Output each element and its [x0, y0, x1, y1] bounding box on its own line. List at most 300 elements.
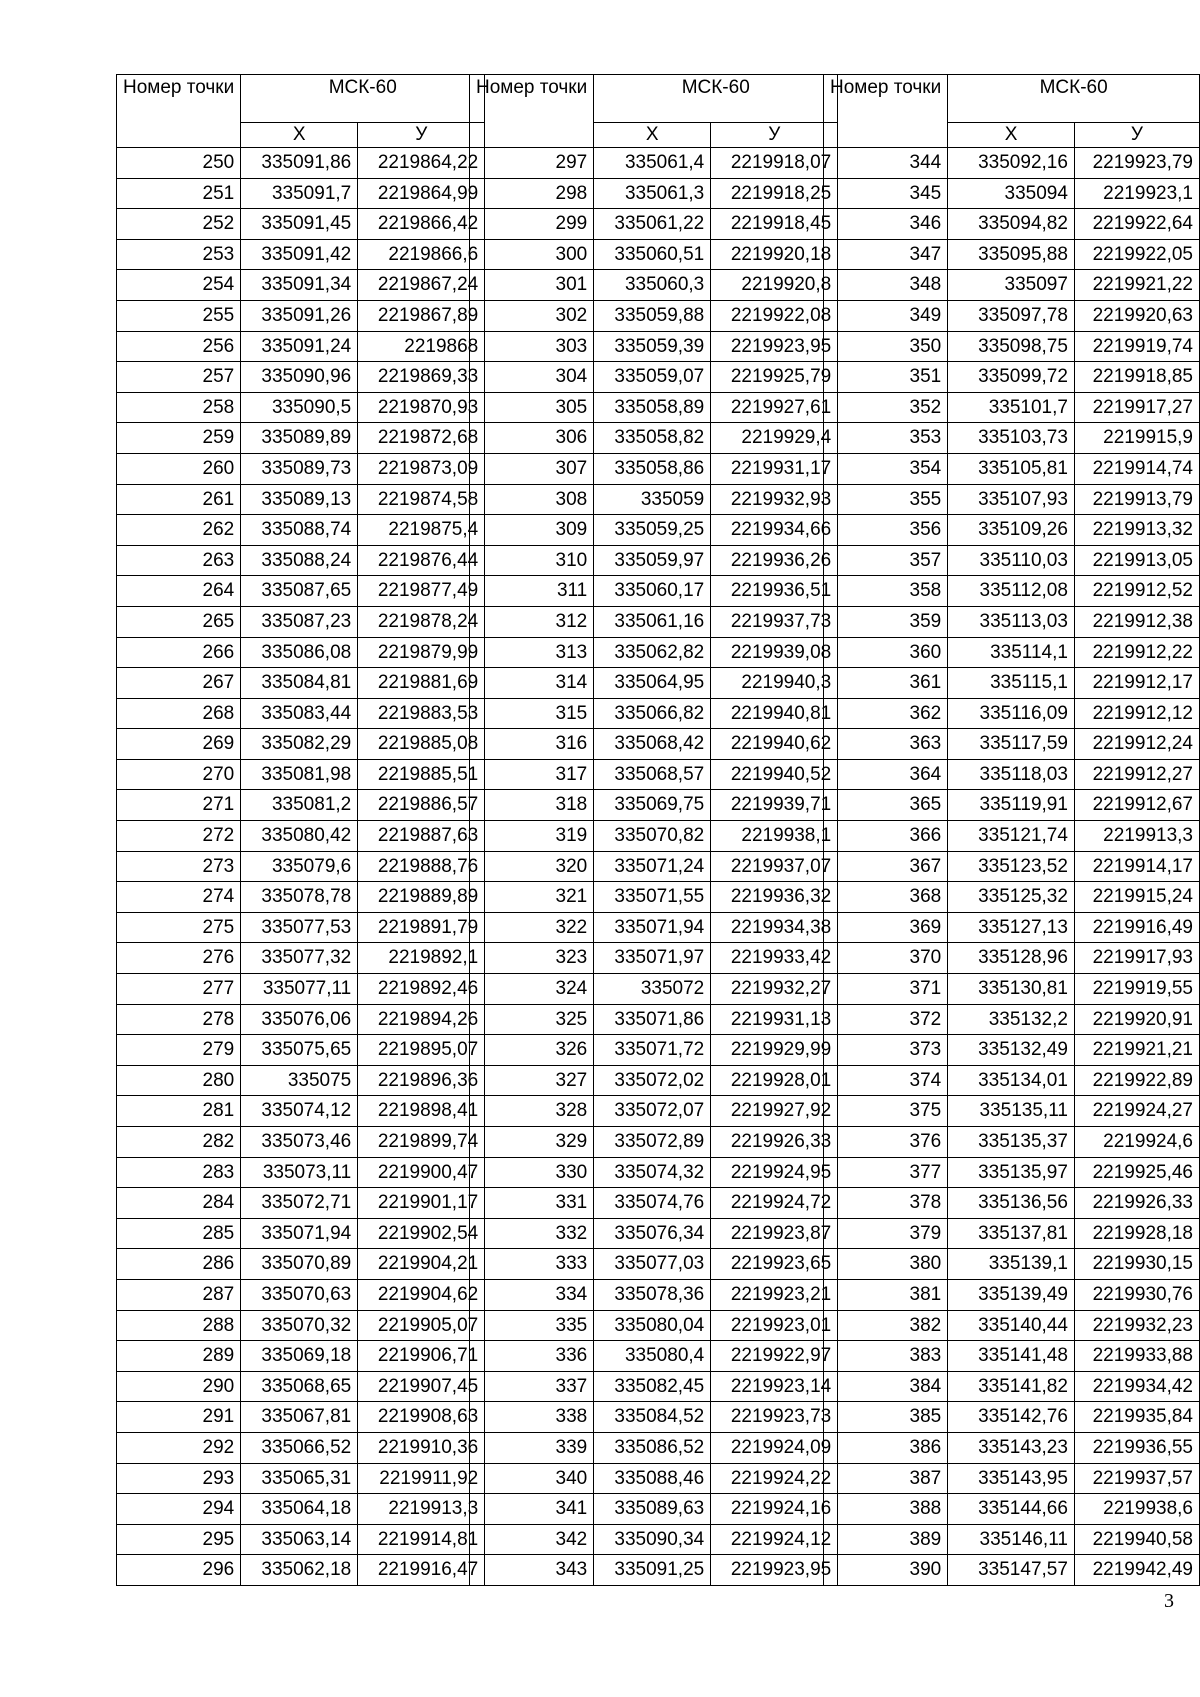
x-coordinate-cell: 335094: [948, 178, 1075, 209]
table-row: [117, 300, 485, 331]
x-coordinate-cell: 335091,24: [241, 331, 358, 362]
x-coordinate-cell: 335088,46: [594, 1463, 711, 1494]
point-number-cell: 335: [470, 1310, 594, 1341]
y-coordinate-cell: 2219923,95: [711, 1555, 838, 1586]
table-row: [470, 331, 838, 362]
table-row: [117, 484, 485, 515]
x-coordinate-cell: 335077,11: [241, 974, 358, 1005]
y-coordinate-cell: 2219923,1: [1074, 178, 1199, 209]
table-row: [824, 1249, 1200, 1280]
y-coordinate-cell: 2219908,63: [358, 1402, 485, 1433]
table-row: [117, 423, 485, 454]
point-number-cell: 269: [117, 729, 241, 760]
x-coordinate-cell: 335068,57: [594, 759, 711, 790]
y-coordinate-cell: 2219918,07: [711, 148, 838, 179]
table-row: [470, 1249, 838, 1280]
x-coordinate-cell: 335107,93: [948, 484, 1075, 515]
y-coordinate-cell: 2219885,51: [358, 759, 485, 790]
x-coordinate-cell: 335135,97: [948, 1157, 1075, 1188]
y-coordinate-cell: 2219936,55: [1074, 1432, 1199, 1463]
x-coordinate-cell: 335077,53: [241, 912, 358, 943]
table-row: [824, 1035, 1200, 1066]
point-number-cell: 383: [824, 1341, 948, 1372]
table-row: [824, 1555, 1200, 1586]
y-coordinate-cell: 2219916,47: [358, 1555, 485, 1586]
y-coordinate-cell: 2219914,17: [1074, 851, 1199, 882]
table-row: [470, 759, 838, 790]
table-row: [117, 1310, 485, 1341]
point-number-cell: 338: [470, 1402, 594, 1433]
table-row: [470, 576, 838, 607]
x-coordinate-cell: 335091,86: [241, 148, 358, 179]
table-row: [117, 1463, 485, 1494]
table-row: [824, 1004, 1200, 1035]
point-number-cell: 378: [824, 1188, 948, 1219]
point-number-cell: 389: [824, 1524, 948, 1555]
y-coordinate-cell: 2219939,71: [711, 790, 838, 821]
y-coordinate-cell: 2219899,74: [358, 1127, 485, 1158]
x-coordinate-cell: 335071,24: [594, 851, 711, 882]
point-number-cell: 376: [824, 1127, 948, 1158]
table-row: [117, 331, 485, 362]
x-column-header: Х: [594, 123, 711, 148]
table-row: [470, 453, 838, 484]
point-number-header: Номер точки: [824, 75, 948, 148]
point-number-cell: 361: [824, 668, 948, 699]
y-coordinate-cell: 2219936,26: [711, 545, 838, 576]
y-coordinate-cell: 2219924,6: [1074, 1127, 1199, 1158]
table-row: [117, 1371, 485, 1402]
table-row: [824, 974, 1200, 1005]
point-number-cell: 351: [824, 362, 948, 393]
x-coordinate-cell: 335094,82: [948, 209, 1075, 240]
table-row: [117, 698, 485, 729]
table-row: [470, 1402, 838, 1433]
table-row: [470, 974, 838, 1005]
table-row: [824, 239, 1200, 270]
y-coordinate-cell: 2219924,22: [711, 1463, 838, 1494]
table-row: [470, 912, 838, 943]
x-coordinate-cell: 335110,03: [948, 545, 1075, 576]
point-number-cell: 314: [470, 668, 594, 699]
x-coordinate-cell: 335091,7: [241, 178, 358, 209]
y-coordinate-cell: 2219911,92: [358, 1463, 485, 1494]
point-number-cell: 373: [824, 1035, 948, 1066]
y-coordinate-cell: 2219892,1: [358, 943, 485, 974]
y-coordinate-cell: 2219912,27: [1074, 759, 1199, 790]
y-coordinate-cell: 2219923,01: [711, 1310, 838, 1341]
point-number-cell: 306: [470, 423, 594, 454]
y-coordinate-cell: 2219934,42: [1074, 1371, 1199, 1402]
x-coordinate-cell: 335080,4: [594, 1341, 711, 1372]
y-coordinate-cell: 2219925,46: [1074, 1157, 1199, 1188]
point-number-cell: 263: [117, 545, 241, 576]
x-coordinate-cell: 335072,02: [594, 1065, 711, 1096]
table-row: [117, 1218, 485, 1249]
y-coordinate-cell: 2219919,55: [1074, 974, 1199, 1005]
table-row: [470, 821, 838, 852]
y-coordinate-cell: 2219928,18: [1074, 1218, 1199, 1249]
y-coordinate-cell: 2219925,79: [711, 362, 838, 393]
table-row: [117, 974, 485, 1005]
y-coordinate-cell: 2219916,49: [1074, 912, 1199, 943]
table-row: [117, 1004, 485, 1035]
y-coordinate-cell: 2219898,41: [358, 1096, 485, 1127]
point-number-cell: 385: [824, 1402, 948, 1433]
y-coordinate-cell: 2219913,32: [1074, 515, 1199, 546]
x-coordinate-cell: 335080,42: [241, 821, 358, 852]
y-coordinate-cell: 2219922,08: [711, 300, 838, 331]
y-coordinate-cell: 2219874,58: [358, 484, 485, 515]
table-row: [117, 1402, 485, 1433]
x-coordinate-cell: 335141,82: [948, 1371, 1075, 1402]
table-row: [470, 851, 838, 882]
x-coordinate-cell: 335130,81: [948, 974, 1075, 1005]
table-row: [470, 698, 838, 729]
point-number-cell: 256: [117, 331, 241, 362]
table-row: [824, 1096, 1200, 1127]
point-number-cell: 353: [824, 423, 948, 454]
x-coordinate-cell: 335095,88: [948, 239, 1075, 270]
coordinate-system-header: МСК-60: [948, 75, 1200, 123]
table-row: [117, 759, 485, 790]
y-coordinate-cell: 2219923,87: [711, 1218, 838, 1249]
table-row: [470, 1279, 838, 1310]
table-row: [470, 239, 838, 270]
point-number-cell: 253: [117, 239, 241, 270]
x-coordinate-cell: 335077,03: [594, 1249, 711, 1280]
y-coordinate-cell: 2219921,22: [1074, 270, 1199, 301]
table-row: [470, 1127, 838, 1158]
point-number-cell: 357: [824, 545, 948, 576]
table-row: [470, 1555, 838, 1586]
point-number-cell: 304: [470, 362, 594, 393]
y-coordinate-cell: 2219934,66: [711, 515, 838, 546]
point-number-cell: 287: [117, 1279, 241, 1310]
x-coordinate-cell: 335061,4: [594, 148, 711, 179]
table-row: [470, 1035, 838, 1066]
x-coordinate-cell: 335075: [241, 1065, 358, 1096]
table-row: [470, 943, 838, 974]
point-number-cell: 319: [470, 821, 594, 852]
point-number-cell: 259: [117, 423, 241, 454]
table-row: [117, 1127, 485, 1158]
y-coordinate-cell: 2219867,24: [358, 270, 485, 301]
point-number-cell: 370: [824, 943, 948, 974]
x-coordinate-cell: 335103,73: [948, 423, 1075, 454]
point-number-cell: 299: [470, 209, 594, 240]
x-coordinate-cell: 335077,32: [241, 943, 358, 974]
table-row: [117, 729, 485, 760]
table-row: [117, 270, 485, 301]
point-number-cell: 298: [470, 178, 594, 209]
x-coordinate-cell: 335097,78: [948, 300, 1075, 331]
x-coordinate-cell: 335062,18: [241, 1555, 358, 1586]
x-coordinate-cell: 335090,34: [594, 1524, 711, 1555]
point-number-cell: 303: [470, 331, 594, 362]
y-coordinate-cell: 2219923,65: [711, 1249, 838, 1280]
table-row: [117, 1494, 485, 1525]
table-row: [824, 1127, 1200, 1158]
x-coordinate-cell: 335064,18: [241, 1494, 358, 1525]
y-coordinate-cell: 2219937,73: [711, 606, 838, 637]
x-coordinate-cell: 335116,09: [948, 698, 1075, 729]
y-coordinate-cell: 2219938,1: [711, 821, 838, 852]
y-coordinate-cell: 2219877,49: [358, 576, 485, 607]
point-number-cell: 293: [117, 1463, 241, 1494]
y-coordinate-cell: 2219896,36: [358, 1065, 485, 1096]
table-row: [824, 790, 1200, 821]
table-row: [824, 209, 1200, 240]
table-row: [117, 1188, 485, 1219]
x-coordinate-cell: 335073,46: [241, 1127, 358, 1158]
table-row: [824, 606, 1200, 637]
y-coordinate-cell: 2219923,95: [711, 331, 838, 362]
point-number-cell: 271: [117, 790, 241, 821]
y-coordinate-cell: 2219910,36: [358, 1432, 485, 1463]
y-coordinate-cell: 2219864,99: [358, 178, 485, 209]
point-number-cell: 331: [470, 1188, 594, 1219]
y-coordinate-cell: 2219864,22: [358, 148, 485, 179]
table-row: [117, 392, 485, 423]
table-row: [470, 1218, 838, 1249]
point-number-cell: 284: [117, 1188, 241, 1219]
point-number-cell: 261: [117, 484, 241, 515]
y-coordinate-cell: 2219933,42: [711, 943, 838, 974]
y-coordinate-cell: 2219876,44: [358, 545, 485, 576]
x-coordinate-cell: 335070,32: [241, 1310, 358, 1341]
point-number-cell: 329: [470, 1127, 594, 1158]
table-row: [824, 484, 1200, 515]
x-coordinate-cell: 335059,25: [594, 515, 711, 546]
x-coordinate-cell: 335058,86: [594, 453, 711, 484]
point-number-cell: 372: [824, 1004, 948, 1035]
y-coordinate-cell: 2219901,17: [358, 1188, 485, 1219]
point-number-cell: 300: [470, 239, 594, 270]
table-row: [824, 515, 1200, 546]
point-number-cell: 321: [470, 882, 594, 913]
y-coordinate-cell: 2219885,08: [358, 729, 485, 760]
x-coordinate-cell: 335076,06: [241, 1004, 358, 1035]
x-coordinate-cell: 335074,76: [594, 1188, 711, 1219]
x-coordinate-cell: 335067,81: [241, 1402, 358, 1433]
point-number-cell: 364: [824, 759, 948, 790]
x-coordinate-cell: 335082,29: [241, 729, 358, 760]
table-row: [470, 1494, 838, 1525]
x-coordinate-cell: 335066,82: [594, 698, 711, 729]
x-coordinate-cell: 335090,96: [241, 362, 358, 393]
point-number-cell: 274: [117, 882, 241, 913]
point-number-cell: 365: [824, 790, 948, 821]
table-row: [117, 1249, 485, 1280]
y-coordinate-cell: 2219913,05: [1074, 545, 1199, 576]
page-number: 3: [1164, 1590, 1174, 1612]
table-row: [824, 1524, 1200, 1555]
x-coordinate-cell: 335058,89: [594, 392, 711, 423]
y-coordinate-cell: 2219872,68: [358, 423, 485, 454]
table-row: [470, 423, 838, 454]
y-coordinate-cell: 2219920,63: [1074, 300, 1199, 331]
point-number-cell: 355: [824, 484, 948, 515]
point-number-cell: 348: [824, 270, 948, 301]
x-coordinate-cell: 335074,32: [594, 1157, 711, 1188]
table-row: [824, 362, 1200, 393]
y-coordinate-cell: 2219937,57: [1074, 1463, 1199, 1494]
table-row: [470, 1371, 838, 1402]
point-number-cell: 322: [470, 912, 594, 943]
y-coordinate-cell: 2219932,27: [711, 974, 838, 1005]
point-number-cell: 290: [117, 1371, 241, 1402]
point-number-cell: 350: [824, 331, 948, 362]
point-number-cell: 318: [470, 790, 594, 821]
x-coordinate-cell: 335089,13: [241, 484, 358, 515]
point-number-cell: 265: [117, 606, 241, 637]
point-number-cell: 285: [117, 1218, 241, 1249]
x-coordinate-cell: 335082,45: [594, 1371, 711, 1402]
table-row: [824, 1279, 1200, 1310]
y-coordinate-cell: 2219928,01: [711, 1065, 838, 1096]
x-coordinate-cell: 335061,22: [594, 209, 711, 240]
point-number-cell: 251: [117, 178, 241, 209]
y-coordinate-cell: 2219895,07: [358, 1035, 485, 1066]
x-coordinate-cell: 335134,01: [948, 1065, 1075, 1096]
point-number-cell: 283: [117, 1157, 241, 1188]
table-row: [470, 1004, 838, 1035]
table-row: [470, 484, 838, 515]
x-coordinate-cell: 335076,34: [594, 1218, 711, 1249]
point-number-cell: 377: [824, 1157, 948, 1188]
point-number-cell: 375: [824, 1096, 948, 1127]
table-row: [824, 545, 1200, 576]
y-coordinate-cell: 2219906,71: [358, 1341, 485, 1372]
y-coordinate-cell: 2219923,14: [711, 1371, 838, 1402]
table-row: [117, 1432, 485, 1463]
x-coordinate-cell: 335132,49: [948, 1035, 1075, 1066]
x-coordinate-cell: 335078,78: [241, 882, 358, 913]
x-coordinate-cell: 335119,91: [948, 790, 1075, 821]
point-number-cell: 250: [117, 148, 241, 179]
y-coordinate-cell: 2219878,24: [358, 606, 485, 637]
point-number-cell: 311: [470, 576, 594, 607]
table-row: [470, 1188, 838, 1219]
point-number-cell: 307: [470, 453, 594, 484]
point-number-cell: 352: [824, 392, 948, 423]
table-row: [117, 362, 485, 393]
x-coordinate-cell: 335117,59: [948, 729, 1075, 760]
table-row: [824, 1494, 1200, 1525]
x-coordinate-cell: 335142,76: [948, 1402, 1075, 1433]
x-coordinate-cell: 335098,75: [948, 331, 1075, 362]
y-coordinate-cell: 2219913,3: [358, 1494, 485, 1525]
point-number-cell: 312: [470, 606, 594, 637]
table-row: [824, 698, 1200, 729]
x-coordinate-cell: 335144,66: [948, 1494, 1075, 1525]
table-row: [470, 1463, 838, 1494]
y-coordinate-cell: 2219926,33: [1074, 1188, 1199, 1219]
table-row: [824, 392, 1200, 423]
point-number-cell: 369: [824, 912, 948, 943]
x-coordinate-cell: 335070,89: [241, 1249, 358, 1280]
y-coordinate-cell: 2219891,79: [358, 912, 485, 943]
point-number-cell: 366: [824, 821, 948, 852]
table-row: [824, 668, 1200, 699]
point-number-cell: 288: [117, 1310, 241, 1341]
y-coordinate-cell: 2219875,4: [358, 515, 485, 546]
point-number-cell: 326: [470, 1035, 594, 1066]
y-column-header: У: [1074, 123, 1199, 148]
table-row: [824, 300, 1200, 331]
point-number-cell: 333: [470, 1249, 594, 1280]
y-coordinate-cell: 2219922,64: [1074, 209, 1199, 240]
y-coordinate-cell: 2219920,91: [1074, 1004, 1199, 1035]
y-coordinate-cell: 2219924,12: [711, 1524, 838, 1555]
y-coordinate-cell: 2219939,08: [711, 637, 838, 668]
x-coordinate-cell: 335081,2: [241, 790, 358, 821]
y-coordinate-cell: 2219924,09: [711, 1432, 838, 1463]
y-coordinate-cell: 2219866,6: [358, 239, 485, 270]
table-row: [470, 515, 838, 546]
point-number-cell: 278: [117, 1004, 241, 1035]
point-number-cell: 262: [117, 515, 241, 546]
point-number-cell: 320: [470, 851, 594, 882]
y-coordinate-cell: 2219929,99: [711, 1035, 838, 1066]
x-coordinate-cell: 335109,26: [948, 515, 1075, 546]
x-coordinate-cell: 335069,75: [594, 790, 711, 821]
table-row: [117, 912, 485, 943]
x-coordinate-cell: 335081,98: [241, 759, 358, 790]
x-coordinate-cell: 335101,7: [948, 392, 1075, 423]
x-coordinate-cell: 335086,08: [241, 637, 358, 668]
point-number-cell: 252: [117, 209, 241, 240]
point-number-cell: 279: [117, 1035, 241, 1066]
x-coordinate-cell: 335118,03: [948, 759, 1075, 790]
point-number-cell: 280: [117, 1065, 241, 1096]
y-coordinate-cell: 2219924,72: [711, 1188, 838, 1219]
x-coordinate-cell: 335088,24: [241, 545, 358, 576]
point-number-cell: 258: [117, 392, 241, 423]
table-row: [470, 1341, 838, 1372]
point-number-cell: 254: [117, 270, 241, 301]
point-number-cell: 276: [117, 943, 241, 974]
point-number-cell: 273: [117, 851, 241, 882]
y-coordinate-cell: 2219904,21: [358, 1249, 485, 1280]
y-coordinate-cell: 2219935,84: [1074, 1402, 1199, 1433]
point-number-cell: 317: [470, 759, 594, 790]
y-coordinate-cell: 2219932,93: [711, 484, 838, 515]
y-column-header: У: [358, 123, 485, 148]
coordinates-table-1: [116, 74, 485, 1586]
point-number-cell: 374: [824, 1065, 948, 1096]
x-coordinate-cell: 335121,74: [948, 821, 1075, 852]
point-number-cell: 277: [117, 974, 241, 1005]
x-coordinate-cell: 335059,39: [594, 331, 711, 362]
point-number-cell: 371: [824, 974, 948, 1005]
table-row: [470, 637, 838, 668]
table-row: [824, 943, 1200, 974]
coordinate-system-header: МСК-60: [594, 75, 838, 123]
table-row: [470, 178, 838, 209]
point-number-cell: 294: [117, 1494, 241, 1525]
x-coordinate-cell: 335074,12: [241, 1096, 358, 1127]
x-coordinate-cell: 335146,11: [948, 1524, 1075, 1555]
y-coordinate-cell: 2219892,46: [358, 974, 485, 1005]
point-number-cell: 308: [470, 484, 594, 515]
y-coordinate-cell: 2219879,99: [358, 637, 485, 668]
point-number-cell: 368: [824, 882, 948, 913]
table-row: [117, 943, 485, 974]
table-row: [470, 1065, 838, 1096]
y-coordinate-cell: 2219912,22: [1074, 637, 1199, 668]
